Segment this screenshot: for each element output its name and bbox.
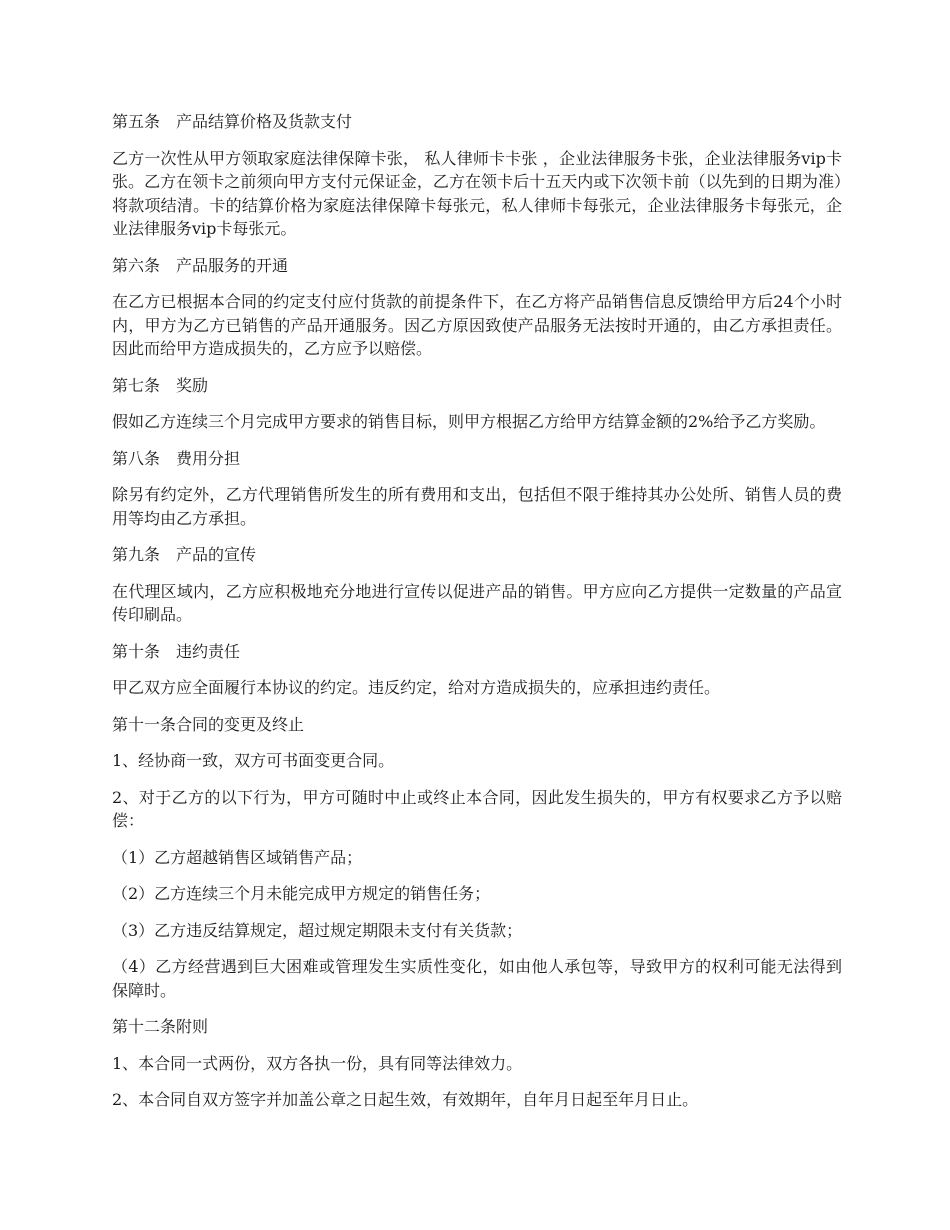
list-item-sub-2: （2）乙方连续三个月未能完成甲方规定的销售任务； bbox=[112, 884, 491, 903]
paragraph-promotion: 在代理区域内，乙方应积极地充分地进行宣传以促进产品的销售。甲方应向乙方提供一定数量的产品宣传印刷品。 bbox=[112, 581, 842, 624]
list-item-modify-contract: 1、经协商一致，双方可书面变更合同。 bbox=[112, 751, 395, 770]
heading-article-8: 第八条 费用分担 bbox=[112, 448, 241, 468]
heading-article-6: 第六条 产品服务的开通 bbox=[112, 255, 289, 275]
heading-article-12: 第十二条附则 bbox=[112, 1017, 209, 1036]
list-item-copies: 1、本合同一式两份，双方各执一份，具有同等法律效力。 bbox=[112, 1053, 523, 1073]
heading-article-5: 第五条 产品结算价格及货款支付 bbox=[112, 112, 353, 131]
list-item-sub-3: （3）乙方违反结算规定，超过规定期限未支付有关货款； bbox=[112, 920, 523, 940]
heading-article-9: 第九条 产品的宣传 bbox=[112, 545, 257, 564]
paragraph-service-activation: 在乙方已根据本合同的约定支付应付货款的前提条件下，在乙方将产品销售信息反馈给甲方后24个小时内，甲方为乙方已销售的产品开通服务。因乙方原因致使产品服务无法按时开通的，由乙方承担责任。因此而给甲方造成损失的，乙方应予以赔偿。 bbox=[112, 292, 842, 358]
list-item-termination: 2、对于乙方的以下行为，甲方可随时中止或终止本合同，因此发生损失的，甲方有权要求乙方予以赔偿： bbox=[112, 787, 842, 830]
paragraph-reward: 假如乙方连续三个月完成甲方要求的销售目标，则甲方根据乙方给甲方结算金额的2%给予乙方奖励。 bbox=[112, 412, 826, 431]
document-body bbox=[112, 110, 842, 1125]
heading-article-7: 第七条 奖励 bbox=[112, 375, 209, 395]
list-item-sub-1: （1）乙方超越销售区域销售产品； bbox=[112, 847, 363, 867]
list-item-effective-date: 2、本合同自双方签字并加盖公章之日起生效，有效期年，自年月日起至年月日止。 bbox=[112, 1090, 699, 1109]
heading-article-10: 第十条 违约责任 bbox=[112, 641, 241, 661]
list-item-sub-4: （4）乙方经营遇到巨大困难或管理发生实质性变化，如由他人承包等，导致甲方的权利可能无法得到保障时。 bbox=[112, 957, 842, 1000]
paragraph-card-settlement: 乙方一次性从甲方领取家庭法律保障卡张， 私人律师卡卡张 ，企业法律服务卡张，企业法律服务vip卡张。乙方在领卡之前须向甲方支付元保证金，乙方在领卡后十五天内或下次领卡前（以先到的日期为准）将款项结清。卡的结算价格为家庭法律保障卡每张元，私人律师卡每张元，企业法律服务卡每张元，企业法律服务vip卡每张元。 bbox=[112, 148, 842, 238]
paragraph-cost-sharing: 除另有约定外，乙方代理销售所发生的所有费用和支出，包括但不限于维持其办公处所、销售人员的费用等均由乙方承担。 bbox=[112, 485, 842, 528]
heading-article-11: 第十一条合同的变更及终止 bbox=[112, 714, 305, 734]
paragraph-liability: 甲乙双方应全面履行本协议的约定。违反约定，给对方造成损失的，应承担违约责任。 bbox=[112, 678, 721, 697]
